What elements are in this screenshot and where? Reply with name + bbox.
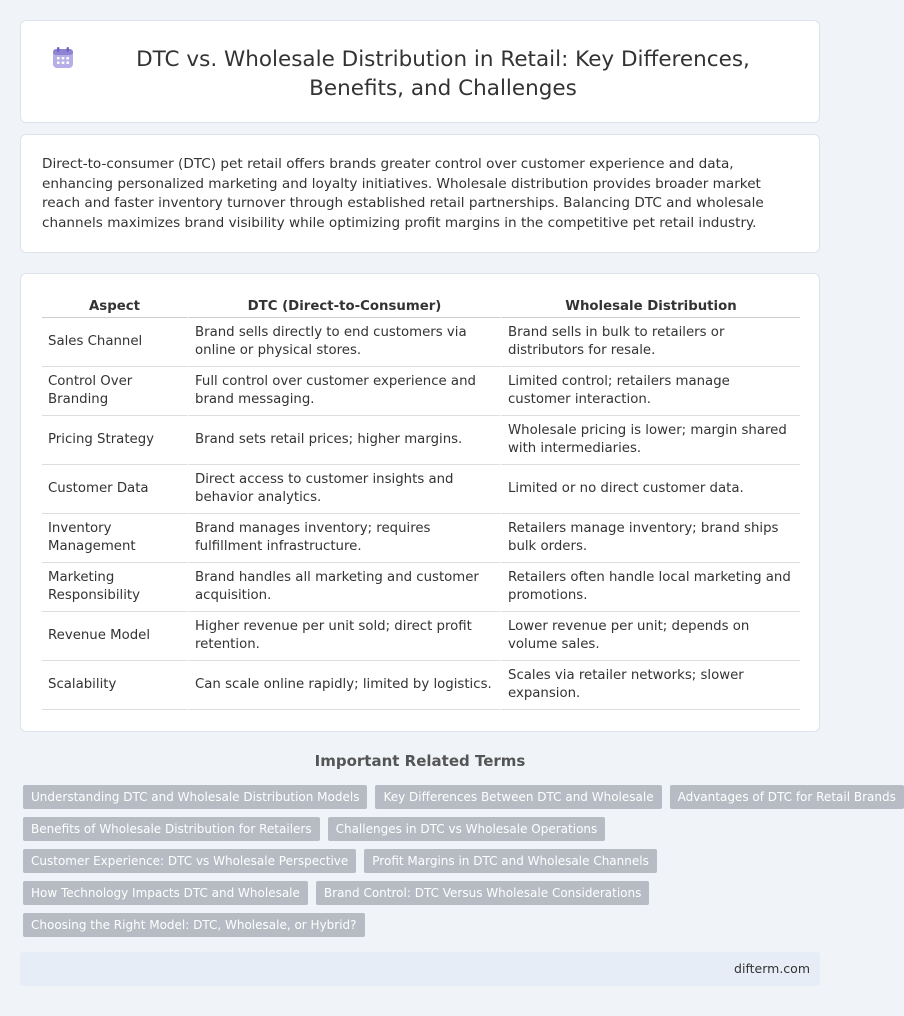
wholesale-cell: Retailers manage inventory; brand ships bulk orders. [500,514,800,563]
dtc-cell: Direct access to customer insights and behavior analytics. [187,465,500,514]
table-row [42,563,800,612]
dtc-cell: Brand handles all marketing and customer acquisition. [187,563,500,612]
wholesale-cell: Scales via retailer networks; slower expansion. [500,661,800,710]
wholesale-cell: Retailers often handle local marketing and promotions. [500,563,800,612]
related-term-link[interactable]: Choosing the Right Model: DTC, Wholesale, or Hybrid? [23,913,365,937]
aspect-cell: Control Over Branding [42,367,187,416]
related-term-link[interactable]: Advantages of DTC for Retail Brands [670,785,904,809]
aspect-cell: Scalability [42,661,187,710]
wholesale-cell: Lower revenue per unit; depends on volume sales. [500,612,800,661]
title-card [20,20,820,123]
table-header-row [42,296,800,318]
wholesale-cell: Limited or no direct customer data. [500,465,800,514]
tag-row [23,849,823,881]
related-term-link[interactable]: Key Differences Between DTC and Wholesale [375,785,661,809]
related-term-link[interactable]: Challenges in DTC vs Wholesale Operations [328,817,606,841]
aspect-cell: Revenue Model [42,612,187,661]
dtc-cell: Brand manages inventory; requires fulfillment infrastructure. [187,514,500,563]
dtc-cell: Brand sells directly to end customers via online or physical stores. [187,318,500,367]
footer-site[interactable]: difterm.com [734,961,810,976]
tag-row [23,913,823,945]
dtc-cell: Higher revenue per unit sold; direct profit retention. [187,612,500,661]
comparison-table [42,296,800,710]
table-row [42,367,800,416]
table-row [42,514,800,563]
dtc-cell: Brand sets retail prices; higher margins. [187,416,500,465]
related-term-link[interactable]: Understanding DTC and Wholesale Distribution Models [23,785,367,809]
header-aspect: Aspect [42,296,187,318]
wholesale-cell: Brand sells in bulk to retailers or distributors for resale. [500,318,800,367]
intro-paragraph: Direct-to-consumer (DTC) pet retail offers brands greater control over customer experience and data, enhancing personalized marketing and loyalty initiatives. Wholesale distribution provides broader market reach and faster inventory turnover through established retail partnerships. Balancing DTC and wholesale channels maximizes brand visibility while optimizing profit margins in the competitive pet retail industry. [42,156,764,232]
aspect-cell: Pricing Strategy [42,416,187,465]
tag-row [23,817,823,849]
related-term-link[interactable]: Profit Margins in DTC and Wholesale Channels [364,849,657,873]
comparison-card [20,273,820,732]
related-term-link[interactable]: Brand Control: DTC Versus Wholesale Considerations [316,881,649,905]
aspect-cell: Marketing Responsibility [42,563,187,612]
wholesale-cell: Wholesale pricing is lower; margin shared with intermediaries. [500,416,800,465]
dtc-cell: Can scale online rapidly; limited by logistics. [187,661,500,710]
dtc-cell: Full control over customer experience and brand messaging. [187,367,500,416]
related-terms-heading: Important Related Terms [314,752,526,770]
table-row [42,465,800,514]
tag-row [23,785,896,817]
header-dtc: DTC (Direct-to-Consumer) [187,296,500,318]
intro-card [20,134,820,253]
aspect-cell: Inventory Management [42,514,187,563]
related-term-link[interactable]: Customer Experience: DTC vs Wholesale Perspective [23,849,356,873]
aspect-cell: Customer Data [42,465,187,514]
related-terms-list [23,785,896,945]
aspect-cell: Sales Channel [42,318,187,367]
header-wholesale: Wholesale Distribution [500,296,800,318]
wholesale-cell: Limited control; retailers manage customer interaction. [500,367,800,416]
tag-row [23,881,823,913]
table-row [42,661,800,710]
footer [20,952,820,986]
table-row [42,318,800,367]
table-row [42,416,800,465]
page-title: DTC vs. Wholesale Distribution in Retail: Key Differences, Benefits, and Challenges [136,47,750,101]
related-term-link[interactable]: How Technology Impacts DTC and Wholesale [23,881,308,905]
related-term-link[interactable]: Benefits of Wholesale Distribution for Retailers [23,817,320,841]
table-row [42,612,800,661]
